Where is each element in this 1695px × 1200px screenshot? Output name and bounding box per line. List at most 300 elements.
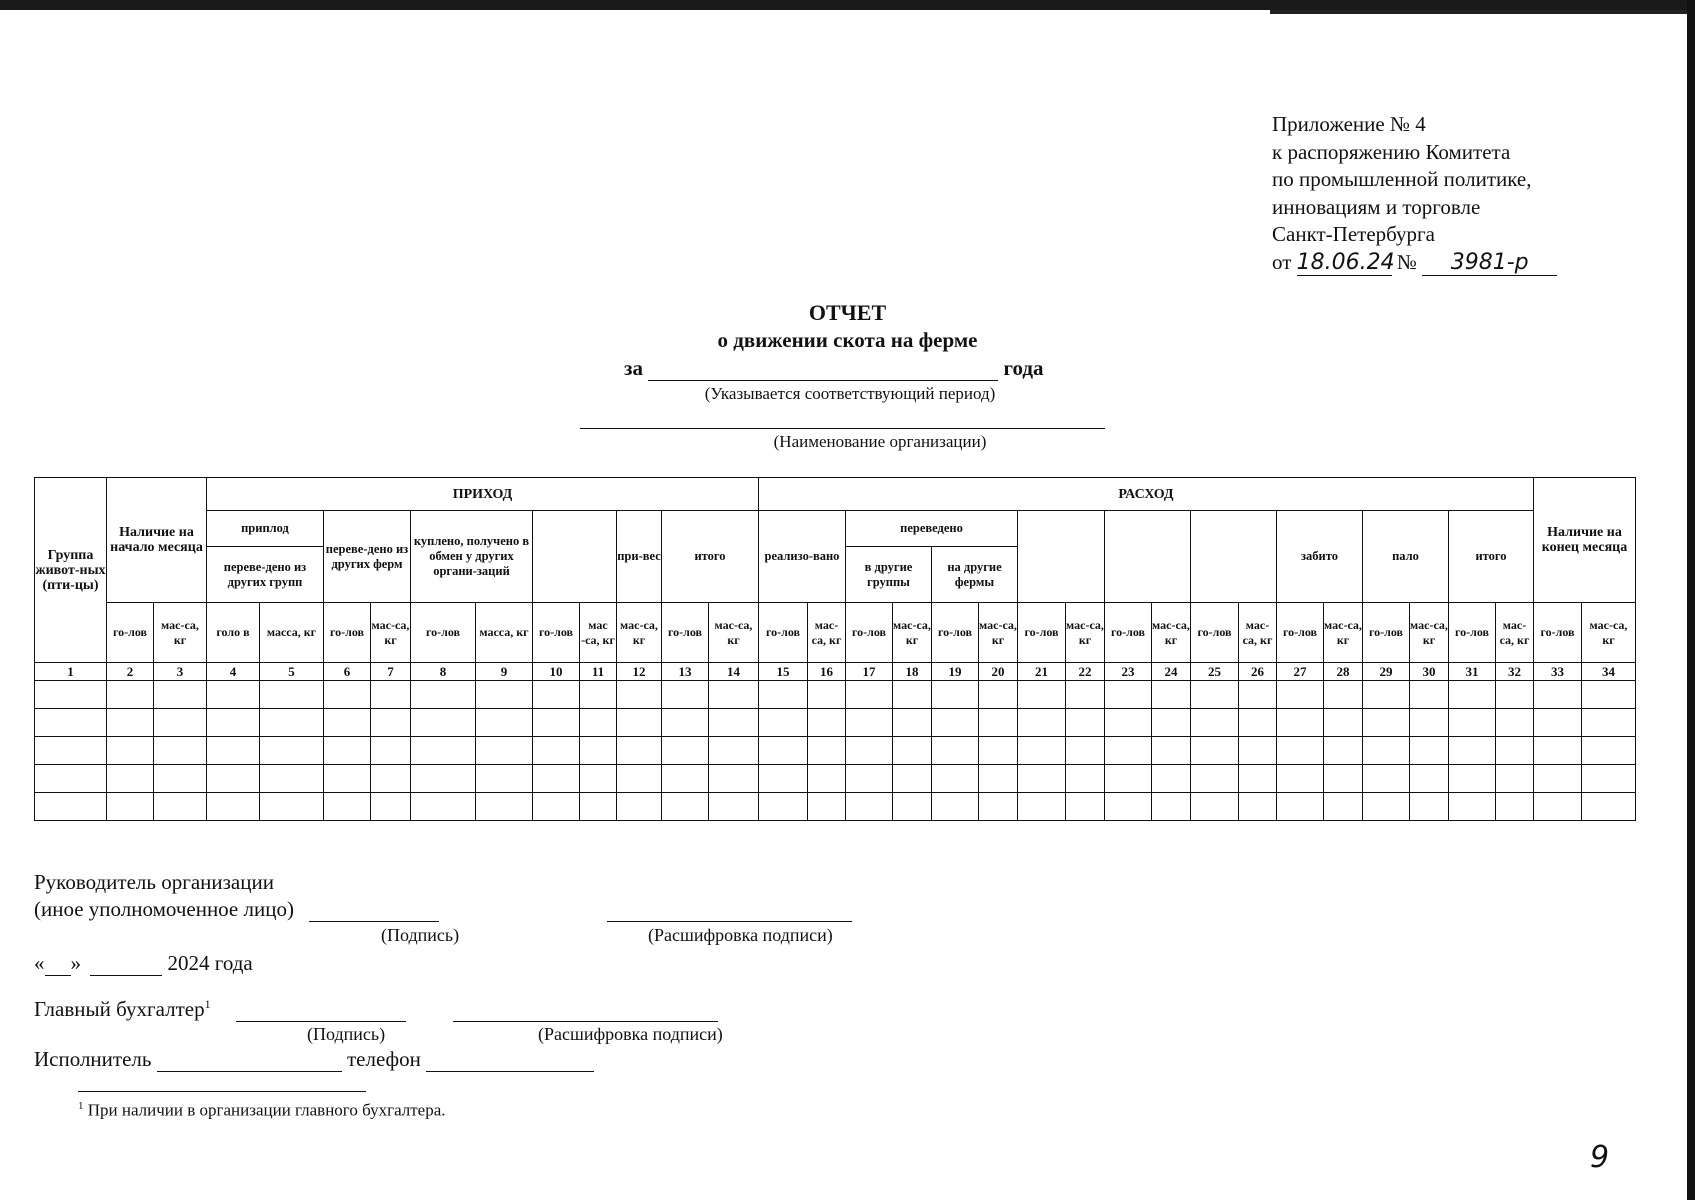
period-row: [624, 356, 1043, 381]
table-cell[interactable]: [35, 793, 107, 821]
table-cell[interactable]: [35, 765, 107, 793]
table-cell[interactable]: [1239, 709, 1277, 737]
table-cell[interactable]: [759, 709, 808, 737]
table-data-body: [35, 681, 1636, 821]
table-row: [35, 737, 1636, 765]
table-cell[interactable]: [1239, 765, 1277, 793]
table-cell[interactable]: [893, 793, 932, 821]
table-cell[interactable]: [580, 709, 617, 737]
table-cell[interactable]: [979, 765, 1018, 793]
period-hint: (Указывается соответствующий период): [704, 384, 996, 403]
table-cell[interactable]: [411, 681, 476, 709]
table-cell[interactable]: [932, 765, 979, 793]
table-cell[interactable]: [260, 681, 324, 709]
column-number: 15: [759, 663, 808, 681]
table-cell[interactable]: [709, 793, 759, 821]
subheader-mass: мас-са, кг: [1066, 603, 1105, 663]
table-cell[interactable]: [476, 681, 533, 709]
table-row: [35, 793, 1636, 821]
table-cell[interactable]: [1152, 681, 1191, 709]
footnote-marker: 1: [204, 997, 211, 1011]
header-expense: РАСХОД: [759, 478, 1534, 511]
subheader-mass: мас -са, кг: [580, 603, 617, 663]
approval-block: [1272, 111, 1557, 276]
subheader-mass: мас-са, кг: [371, 603, 411, 663]
header-expense-empty: [1018, 511, 1105, 603]
column-number: 22: [1066, 663, 1105, 681]
chief-decode-hint: (Расшифровка подписи): [538, 1024, 723, 1044]
column-number: 12: [617, 663, 662, 681]
table-cell[interactable]: [1277, 765, 1324, 793]
column-number: 9: [476, 663, 533, 681]
subheader-mass: мас-са, кг: [1410, 603, 1449, 663]
table-cell[interactable]: [411, 737, 476, 765]
table-cell[interactable]: [1496, 765, 1534, 793]
table-cell[interactable]: [1191, 737, 1239, 765]
table-cell[interactable]: [1277, 737, 1324, 765]
table-cell[interactable]: [476, 709, 533, 737]
table-cell[interactable]: [1066, 793, 1105, 821]
table-cell[interactable]: [324, 709, 371, 737]
table-cell[interactable]: [1534, 765, 1582, 793]
subheader-heads: го-лов: [533, 603, 580, 663]
phone-label: телефон: [346, 1047, 421, 1071]
column-number: 3: [154, 663, 207, 681]
column-number: 30: [1410, 663, 1449, 681]
column-number: 29: [1363, 663, 1410, 681]
column-number: 24: [1152, 663, 1191, 681]
column-number: 19: [932, 663, 979, 681]
table-cell[interactable]: [979, 681, 1018, 709]
table-cell[interactable]: [207, 681, 260, 709]
table-cell[interactable]: [1066, 765, 1105, 793]
table-cell[interactable]: [759, 793, 808, 821]
header-end-balance: Наличие на конец месяца: [1534, 478, 1636, 603]
table-cell[interactable]: [979, 709, 1018, 737]
subheader-heads: го-лов: [662, 603, 709, 663]
table-cell[interactable]: [1277, 709, 1324, 737]
column-number: 26: [1239, 663, 1277, 681]
subheader-mass: мас-са, кг: [617, 603, 662, 663]
table-cell[interactable]: [893, 765, 932, 793]
header-expense-empty: [1105, 511, 1191, 603]
table-cell[interactable]: [893, 709, 932, 737]
header-dead: пало: [1363, 511, 1449, 603]
phone-field[interactable]: [426, 1071, 594, 1072]
organization-hint: (Наименование организации): [773, 432, 987, 451]
month-field[interactable]: [90, 975, 162, 976]
executor-field[interactable]: [157, 1071, 342, 1072]
table-cell[interactable]: [260, 765, 324, 793]
table-cell[interactable]: [1105, 793, 1152, 821]
table-cell[interactable]: [154, 793, 207, 821]
table-cell[interactable]: [1324, 681, 1363, 709]
table-cell[interactable]: [35, 737, 107, 765]
table-cell[interactable]: [533, 793, 580, 821]
table-cell[interactable]: [1191, 765, 1239, 793]
table-cell[interactable]: [260, 793, 324, 821]
table-cell[interactable]: [759, 737, 808, 765]
table-cell[interactable]: [1582, 681, 1636, 709]
subheader-mass: масса, кг: [476, 603, 533, 663]
table-cell[interactable]: [35, 709, 107, 737]
table-cell[interactable]: [709, 737, 759, 765]
table-cell[interactable]: [1191, 709, 1239, 737]
table-cell[interactable]: [533, 765, 580, 793]
scan-border-top: [0, 0, 1695, 10]
column-number: 23: [1105, 663, 1152, 681]
table-cell[interactable]: [1496, 793, 1534, 821]
column-number: 16: [808, 663, 846, 681]
table-cell[interactable]: [759, 765, 808, 793]
table-cell[interactable]: [154, 737, 207, 765]
table-cell[interactable]: [107, 681, 154, 709]
page-number: 9: [1590, 1140, 1610, 1175]
header-slaughtered: забито: [1277, 511, 1363, 603]
table-cell[interactable]: [324, 681, 371, 709]
table-cell[interactable]: [1410, 737, 1449, 765]
table-row: [35, 709, 1636, 737]
table-cell[interactable]: [1324, 709, 1363, 737]
table-cell[interactable]: [533, 737, 580, 765]
table-row: [35, 681, 1636, 709]
subheader-heads: го-лов: [1363, 603, 1410, 663]
table-cell[interactable]: [846, 793, 893, 821]
table-row: [35, 765, 1636, 793]
subheader-mass: мас-са, кг: [808, 603, 846, 663]
table-cell[interactable]: [107, 765, 154, 793]
table-cell[interactable]: [846, 737, 893, 765]
table-cell[interactable]: [476, 765, 533, 793]
table-cell[interactable]: [207, 765, 260, 793]
approval-line: к распоряжению Комитета: [1272, 139, 1511, 164]
column-number: 14: [709, 663, 759, 681]
scan-border-top-edge: [1270, 10, 1695, 14]
head-label-line2: [34, 897, 439, 922]
table-cell[interactable]: [1534, 681, 1582, 709]
table-cell[interactable]: [107, 737, 154, 765]
approval-date-number-line: [1272, 249, 1557, 277]
table-cell[interactable]: [533, 709, 580, 737]
table-cell[interactable]: [662, 737, 709, 765]
table-cell[interactable]: [1449, 737, 1496, 765]
header-sold: реализо-вано: [759, 511, 846, 603]
table-cell[interactable]: [808, 709, 846, 737]
table-cell[interactable]: [1449, 793, 1496, 821]
header-start-balance: Наличие на начало месяца: [107, 478, 207, 603]
table-cell[interactable]: [1363, 681, 1410, 709]
table-cell[interactable]: [1496, 709, 1534, 737]
column-number: 13: [662, 663, 709, 681]
head-label-line1: Руководитель организации: [34, 870, 274, 894]
subheader-heads: го-лов: [1018, 603, 1066, 663]
column-number: 1: [35, 663, 107, 681]
table-cell[interactable]: [580, 765, 617, 793]
header-bought: куплено, получено в обмен у других органи-заций: [411, 511, 533, 603]
approval-line: по промышленной политике,: [1272, 167, 1532, 191]
table-cell[interactable]: [1496, 737, 1534, 765]
chief-accountant-line: [34, 997, 718, 1022]
table-cell[interactable]: [1496, 681, 1534, 709]
table-cell[interactable]: [1363, 765, 1410, 793]
chief-decode-field[interactable]: [453, 1021, 718, 1022]
column-number: 4: [207, 663, 260, 681]
table-cell[interactable]: [1152, 793, 1191, 821]
table-cell[interactable]: [1066, 709, 1105, 737]
table-cell[interactable]: [1449, 681, 1496, 709]
table-cell[interactable]: [1105, 681, 1152, 709]
table-cell[interactable]: [1018, 709, 1066, 737]
table-cell[interactable]: [893, 681, 932, 709]
table-cell[interactable]: [1534, 709, 1582, 737]
table-cell[interactable]: [371, 709, 411, 737]
table-cell[interactable]: [476, 793, 533, 821]
table-cell[interactable]: [1324, 737, 1363, 765]
table-cell[interactable]: [580, 737, 617, 765]
table-cell[interactable]: [617, 765, 662, 793]
executor-line: [34, 1047, 594, 1072]
table-cell[interactable]: [260, 709, 324, 737]
livestock-movement-table: [34, 477, 1636, 821]
subheader-heads: го-лов: [411, 603, 476, 663]
approval-line: инновациям и торговле: [1272, 194, 1481, 219]
table-cell[interactable]: [932, 737, 979, 765]
table-cell[interactable]: [1449, 765, 1496, 793]
head-decode-field[interactable]: [607, 901, 852, 922]
chief-signature-field[interactable]: [236, 1021, 406, 1022]
date-quote-close: »: [70, 951, 81, 975]
subheader-heads: го-лов: [107, 603, 154, 663]
table-cell[interactable]: [580, 681, 617, 709]
table-cell[interactable]: [1277, 681, 1324, 709]
table-cell[interactable]: [709, 681, 759, 709]
table-cell[interactable]: [1534, 737, 1582, 765]
table-cell[interactable]: [1152, 737, 1191, 765]
table-cell[interactable]: [1191, 681, 1239, 709]
subheader-heads: го-лов: [1449, 603, 1496, 663]
year-label: года: [1003, 356, 1044, 380]
footnote: [78, 1100, 446, 1121]
table-cell[interactable]: [1582, 737, 1636, 765]
footnote-separator: [78, 1091, 366, 1092]
head-signature-field[interactable]: [309, 921, 439, 922]
table-cell[interactable]: [1534, 793, 1582, 821]
table-cell[interactable]: [808, 765, 846, 793]
table-cell[interactable]: [662, 793, 709, 821]
subheader-mass: мас-са, кг: [154, 603, 207, 663]
table-cell[interactable]: [1277, 793, 1324, 821]
table-cell[interactable]: [1018, 765, 1066, 793]
table-cell[interactable]: [371, 765, 411, 793]
table-cell[interactable]: [808, 793, 846, 821]
column-number: 28: [1324, 663, 1363, 681]
subheader-heads: голо в: [207, 603, 260, 663]
table-cell[interactable]: [207, 793, 260, 821]
table-cell[interactable]: [759, 681, 808, 709]
table-cell[interactable]: [1018, 737, 1066, 765]
table-cell[interactable]: [207, 709, 260, 737]
column-number: 6: [324, 663, 371, 681]
table-cell[interactable]: [154, 681, 207, 709]
table-cell[interactable]: [1152, 765, 1191, 793]
table-cell[interactable]: [35, 681, 107, 709]
header-income-total: итого: [662, 511, 759, 603]
table-cell[interactable]: [932, 793, 979, 821]
column-number: 11: [580, 663, 617, 681]
date-line: [34, 951, 253, 976]
table-cell[interactable]: [932, 681, 979, 709]
table-cell[interactable]: [154, 765, 207, 793]
header-expense-empty: [1191, 511, 1277, 603]
column-number: 25: [1191, 663, 1239, 681]
report-title: ОТЧЕТ: [808, 300, 887, 325]
column-number: 10: [533, 663, 580, 681]
table-cell[interactable]: [1410, 709, 1449, 737]
table-cell[interactable]: [1363, 709, 1410, 737]
table-cell[interactable]: [846, 681, 893, 709]
table-cell[interactable]: [1066, 737, 1105, 765]
year-text: 2024 года: [167, 951, 253, 975]
table-cell[interactable]: [617, 681, 662, 709]
header-to-groups: в другие группы: [846, 547, 932, 603]
table-cell[interactable]: [207, 737, 260, 765]
table-cell[interactable]: [979, 793, 1018, 821]
column-number-row: [35, 663, 1636, 681]
table-cell[interactable]: [154, 709, 207, 737]
for-label: за: [624, 356, 643, 380]
table-cell[interactable]: [533, 681, 580, 709]
day-field[interactable]: [45, 975, 71, 976]
table-cell[interactable]: [893, 737, 932, 765]
table-cell[interactable]: [1410, 793, 1449, 821]
table-cell[interactable]: [932, 709, 979, 737]
subheader-heads: го-лов: [1191, 603, 1239, 663]
subheader-mass: мас-са, кг: [709, 603, 759, 663]
table-cell[interactable]: [371, 737, 411, 765]
table-cell[interactable]: [1191, 793, 1239, 821]
table-cell[interactable]: [324, 765, 371, 793]
table-cell[interactable]: [411, 793, 476, 821]
table-cell[interactable]: [1066, 681, 1105, 709]
column-number: 17: [846, 663, 893, 681]
table-cell[interactable]: [709, 709, 759, 737]
table-cell[interactable]: [260, 737, 324, 765]
table-cell[interactable]: [617, 737, 662, 765]
subheader-heads: го-лов: [1105, 603, 1152, 663]
header-expense-total: итого: [1449, 511, 1534, 603]
header-income: ПРИХОД: [207, 478, 759, 511]
handwritten-number: 3981-р: [1422, 251, 1557, 276]
subheader-mass: мас-са, кг: [1582, 603, 1636, 663]
table-cell[interactable]: [662, 681, 709, 709]
table-cell[interactable]: [709, 765, 759, 793]
table-cell[interactable]: [808, 681, 846, 709]
table-cell[interactable]: [1449, 709, 1496, 737]
table-cell[interactable]: [1582, 765, 1636, 793]
table-cell[interactable]: [617, 793, 662, 821]
table-cell[interactable]: [411, 709, 476, 737]
table-cell[interactable]: [662, 765, 709, 793]
period-field[interactable]: [648, 360, 998, 381]
chief-signature-hint: (Подпись): [307, 1024, 386, 1044]
column-number: 18: [893, 663, 932, 681]
column-number: 7: [371, 663, 411, 681]
report-subtitle: о движении скота на ферме: [717, 328, 978, 352]
number-label: №: [1396, 249, 1417, 274]
subheader-heads: го-лов: [759, 603, 808, 663]
subheader-mass: мас-са, кг: [1152, 603, 1191, 663]
footnote-text: При наличии в организации главного бухгалтера.: [87, 1100, 446, 1120]
column-number: 27: [1277, 663, 1324, 681]
table-cell[interactable]: [1018, 681, 1066, 709]
table-cell[interactable]: [476, 737, 533, 765]
subheader-heads: го-лов: [846, 603, 893, 663]
table-cell[interactable]: [1582, 709, 1636, 737]
table-cell[interactable]: [1363, 793, 1410, 821]
table-cell[interactable]: [411, 765, 476, 793]
table-cell[interactable]: [371, 793, 411, 821]
table-cell[interactable]: [1239, 681, 1277, 709]
table-cell[interactable]: [1239, 793, 1277, 821]
table-cell[interactable]: [107, 793, 154, 821]
column-number: 2: [107, 663, 154, 681]
table-cell[interactable]: [1239, 737, 1277, 765]
organization-field[interactable]: [580, 428, 1105, 429]
table-cell[interactable]: [846, 765, 893, 793]
column-number: 8: [411, 663, 476, 681]
from-label: от: [1272, 249, 1292, 274]
table-cell[interactable]: [1363, 737, 1410, 765]
subheader-heads: го-лов: [1534, 603, 1582, 663]
scan-border-right: [1687, 0, 1695, 1200]
executor-label: Исполнитель: [34, 1047, 152, 1071]
table-cell[interactable]: [1105, 737, 1152, 765]
subheader-mass: мас-са, кг: [979, 603, 1018, 663]
table-cell[interactable]: [1152, 709, 1191, 737]
subheader-mass: мас-са, кг: [1324, 603, 1363, 663]
subheader-mass: мас-са, кг: [893, 603, 932, 663]
table-cell[interactable]: [371, 681, 411, 709]
table-cell[interactable]: [1105, 765, 1152, 793]
table-cell[interactable]: [1410, 765, 1449, 793]
table-cell[interactable]: [1324, 793, 1363, 821]
column-number: 34: [1582, 663, 1636, 681]
approval-line: Санкт-Петербурга: [1272, 222, 1435, 246]
footnote-mark: 1: [78, 1100, 84, 1112]
column-number: 5: [260, 663, 324, 681]
table-cell[interactable]: [580, 793, 617, 821]
table-cell[interactable]: [1410, 681, 1449, 709]
table-cell[interactable]: [1105, 709, 1152, 737]
table-cell[interactable]: [979, 737, 1018, 765]
table-cell[interactable]: [662, 709, 709, 737]
subheader-mass: мас-са, кг: [1496, 603, 1534, 663]
table-cell[interactable]: [1582, 793, 1636, 821]
table-cell[interactable]: [107, 709, 154, 737]
table-cell[interactable]: [617, 709, 662, 737]
header-moved-from-farms: переве-дено из других ферм: [324, 511, 411, 603]
table-cell[interactable]: [1018, 793, 1066, 821]
table-cell[interactable]: [1324, 765, 1363, 793]
column-number: 21: [1018, 663, 1066, 681]
subheader-heads: го-лов: [1277, 603, 1324, 663]
table-cell[interactable]: [808, 737, 846, 765]
table-cell[interactable]: [324, 793, 371, 821]
table-cell[interactable]: [846, 709, 893, 737]
subheader-mass: масса, кг: [260, 603, 324, 663]
table-cell[interactable]: [324, 737, 371, 765]
header-income-empty: [533, 511, 617, 603]
